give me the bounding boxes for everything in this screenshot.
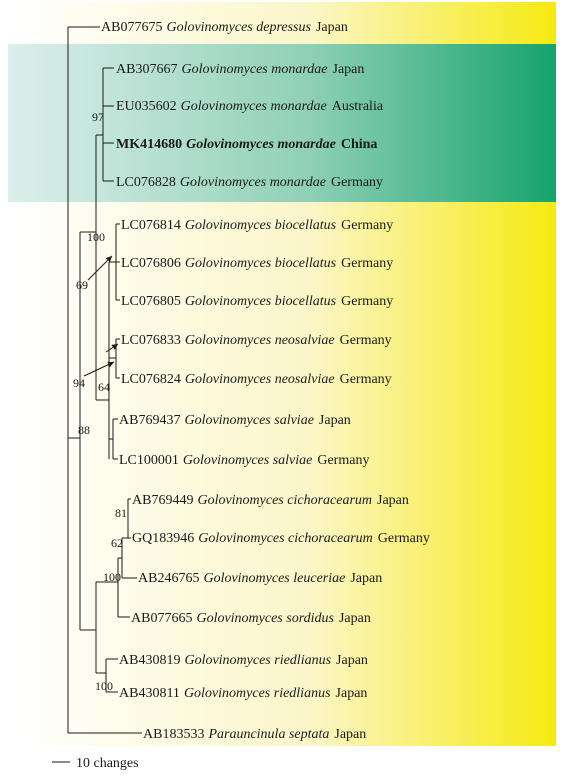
- tip-accession: EU035602: [116, 99, 177, 114]
- tip-country: Australia: [331, 99, 384, 114]
- tip-species: Golovinomyces salviae: [184, 413, 314, 428]
- tip-country: Japan: [318, 413, 351, 428]
- tip-country: Germany: [341, 294, 394, 309]
- bootstrap-100-lower-b: 100: [95, 679, 113, 693]
- tip-label-ab307667: [116, 62, 364, 77]
- tip-accession: AB077665: [131, 611, 193, 626]
- tip-country: Germany: [317, 453, 370, 468]
- tip-accession: MK414680: [116, 137, 183, 152]
- tip-accession: LC076828: [116, 175, 176, 190]
- tip-country: Germany: [377, 531, 430, 546]
- tip-label-lc076805: [121, 294, 393, 309]
- tip-species: Golovinomyces biocellatus: [184, 256, 337, 271]
- tip-label-lc076833: [121, 333, 392, 348]
- bootstrap-97: 97: [92, 110, 104, 124]
- tip-country: Germany: [330, 175, 384, 190]
- tip-country: Germany: [341, 256, 394, 271]
- tip-accession: LC100001: [119, 453, 179, 468]
- tip-accession: AB769449: [132, 493, 194, 508]
- bootstrap-62: 62: [111, 536, 123, 550]
- tip-label-lc076806: [121, 256, 393, 271]
- tip-species: Golovinomyces biocellatus: [184, 218, 337, 233]
- bootstrap-88: 88: [78, 423, 90, 437]
- scale-bar-label: 10 changes: [76, 756, 139, 771]
- tip-accession: AB307667: [116, 62, 178, 77]
- tip-species: Golovinomyces cichoracearum: [197, 493, 373, 508]
- bootstrap-81: 81: [115, 506, 127, 520]
- tip-label-lc076814: [121, 218, 393, 233]
- tip-country: Japan: [377, 493, 409, 508]
- tip-country: Germany: [341, 218, 394, 233]
- tip-species: Golovinomyces neosalviae: [184, 333, 335, 348]
- tip-accession: LC076833: [121, 333, 181, 348]
- tip-accession: AB246765: [138, 571, 200, 586]
- tip-accession: AB430811: [119, 686, 180, 701]
- tip-country: Japan: [338, 611, 371, 626]
- tip-accession: AB077675: [101, 20, 163, 35]
- tip-country: Germany: [339, 372, 392, 387]
- tip-species: Parauncinula septata: [208, 727, 330, 742]
- tip-species: Golovinomyces sordidus: [196, 611, 334, 626]
- tip-species: Golovinomyces monardae: [181, 62, 328, 77]
- tip-country: Japan: [350, 571, 383, 586]
- tip-label-ab077675: [101, 20, 348, 35]
- tip-species: Golovinomyces riedlianus: [184, 653, 332, 668]
- tip-label-eu035602: [116, 99, 384, 114]
- tip-accession: LC076805: [121, 294, 181, 309]
- tip-species: Golovinomyces monardae: [180, 99, 327, 114]
- tip-species: Golovinomyces riedlianus: [183, 686, 331, 701]
- tip-label-ab769449: [132, 493, 409, 508]
- tip-accession: LC076806: [121, 256, 181, 271]
- bootstrap-94: 94: [73, 376, 85, 390]
- tip-country: Germany: [339, 333, 392, 348]
- bootstrap-100-upper: 100: [87, 230, 105, 244]
- tip-accession: AB183533: [143, 727, 205, 742]
- bootstrap-100-lower-a: 100: [103, 570, 121, 584]
- tip-species: Golovinomyces cichoracearum: [198, 531, 373, 546]
- tip-species: Golovinomyces monardae: [186, 137, 336, 152]
- tip-label-ab430811: [119, 686, 367, 701]
- tip-accession: GQ183946: [132, 531, 195, 546]
- scale-bar: [52, 756, 139, 771]
- tip-label-lc076824: [121, 372, 392, 387]
- tip-country: Japan: [336, 653, 368, 668]
- tip-country: China: [340, 137, 378, 152]
- tip-species: Golovinomyces leuceriae: [203, 571, 346, 586]
- tip-species: Golovinomyces monardae: [179, 175, 326, 190]
- tip-accession: LC076814: [121, 218, 181, 233]
- tip-accession: AB769437: [119, 413, 181, 428]
- tip-accession: AB430819: [119, 653, 181, 668]
- tip-label-ab430819: [119, 653, 368, 668]
- tip-accession: LC076824: [121, 372, 181, 387]
- tip-country: Japan: [332, 62, 365, 77]
- tip-label-lc076828: [116, 175, 383, 190]
- tip-label-lc100001: [119, 453, 369, 468]
- tip-species: Golovinomyces salviae: [182, 453, 313, 468]
- tip-species: Golovinomyces depressus: [166, 20, 311, 35]
- tip-label-gq183946: [132, 531, 430, 546]
- tip-country: Japan: [315, 20, 348, 35]
- tip-species: Golovinomyces biocellatus: [184, 294, 337, 309]
- tip-country: Japan: [334, 727, 367, 742]
- tip-country: Japan: [335, 686, 368, 701]
- bootstrap-69: 69: [76, 278, 88, 292]
- bootstrap-64: 64: [98, 380, 110, 394]
- tip-species: Golovinomyces neosalviae: [184, 372, 335, 387]
